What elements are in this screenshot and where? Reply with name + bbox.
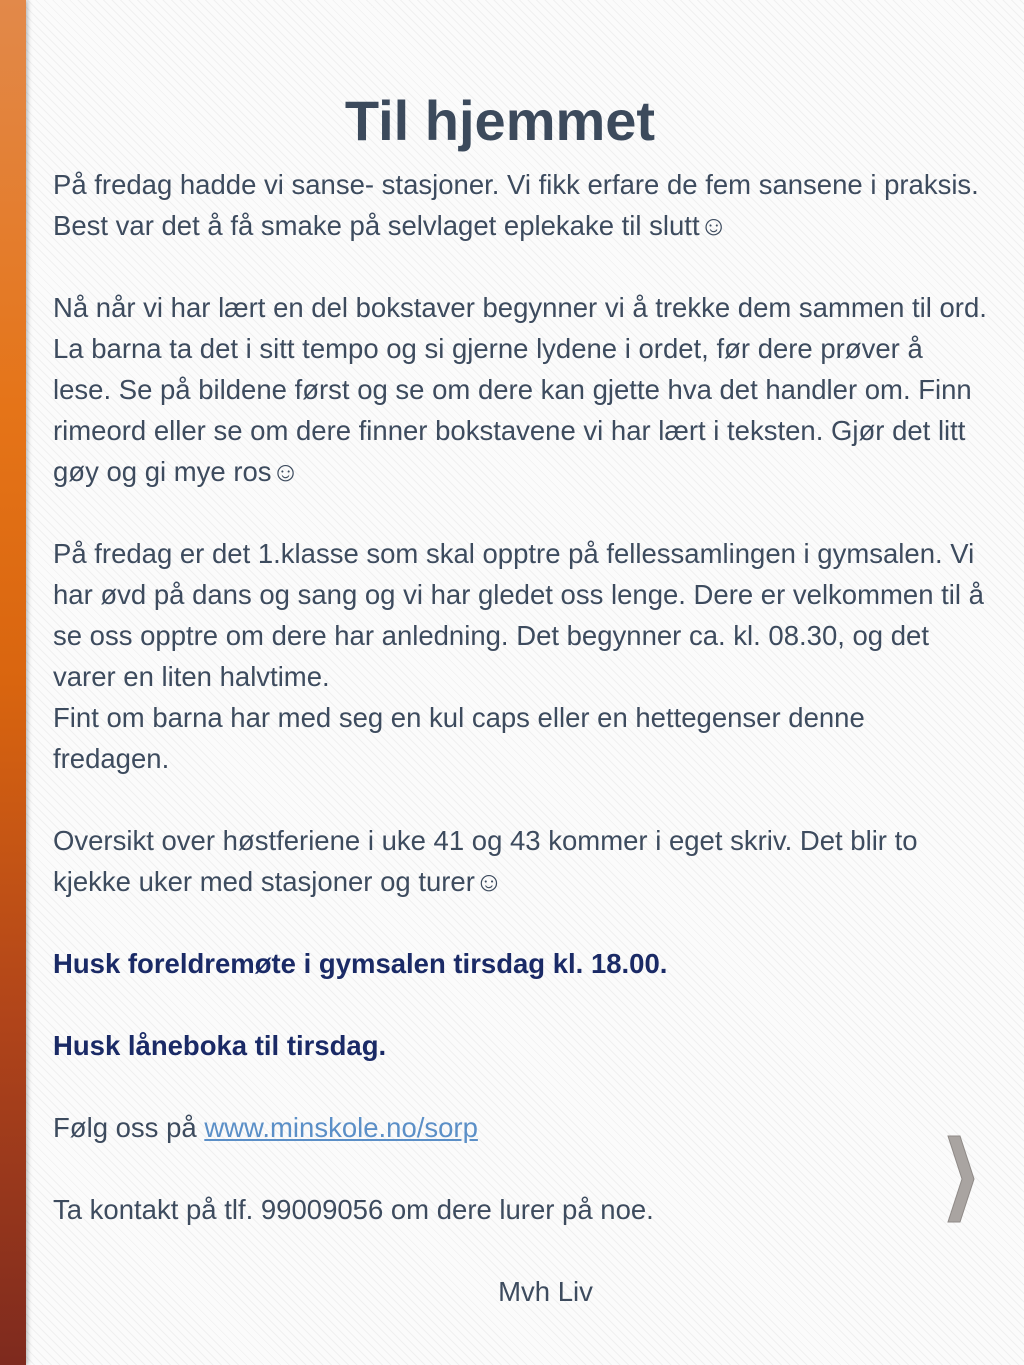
accent-bar (0, 0, 26, 1365)
paragraph-sense-stations: På fredag hadde vi sanse- stasjoner. Vi fikk erfare de fem sansene i praksis. Best var det å få smake på selvlaget eplekake til slutt☺ (53, 169, 979, 241)
signature: Mvh Liv (498, 1276, 593, 1307)
contact-line: Ta kontakt på tlf. 99009056 om dere lurer på noe. (53, 1194, 654, 1225)
paragraph-reading: Nå når vi har lært en del bokstaver begynner vi å trekke dem sammen til ord. La barna ta det i sitt tempo og si gjerne lydene i ordet, før dere prøver å lese. Se på bildene først og se om dere kan gjette hva det handler om. Finn rimeord eller se om dere finner bokstavene vi har lært i teksten. Gjør det litt gøy og gi mye ros☺ (53, 292, 987, 487)
paragraph-caps: Fint om barna har med seg en kul caps eller en hettegenser denne fredagen. (53, 702, 865, 774)
chevron-right-icon[interactable] (936, 1124, 986, 1234)
spacer (53, 984, 988, 1025)
paragraph-performance: På fredag er det 1.klasse som skal opptre på fellessamlingen i gymsalen. Vi har øvd på dans og sang og vi har gledet oss lenge. Dere er velkommen til å se oss opptre om dere har anledning. Det begynner ca. kl. 08.30, og det varer en liten halvtime. (53, 538, 984, 692)
school-website-link[interactable]: www.minskole.no/sorp (204, 1112, 478, 1143)
spacer (53, 902, 988, 943)
page-title: Til hjemmet (344, 89, 656, 152)
follow-line (53, 1107, 988, 1148)
reminder-library-book: Husk låneboka til tirsdag. (53, 1030, 387, 1061)
spacer (53, 1148, 988, 1189)
spacer (53, 1066, 988, 1107)
slide-content (53, 164, 988, 1312)
spacer (53, 246, 988, 287)
spacer (53, 779, 988, 820)
reminder-parent-meeting: Husk foreldremøte i gymsalen tirsdag kl. 18.00. (53, 948, 668, 979)
spacer (53, 492, 988, 533)
spacer (53, 1230, 988, 1271)
paragraph-autumn-break: Oversikt over høstferiene i uke 41 og 43 kommer i eget skriv. Det blir to kjekke uker med stasjoner og turer☺ (53, 825, 918, 897)
follow-prefix: Følg oss på (53, 1112, 205, 1143)
